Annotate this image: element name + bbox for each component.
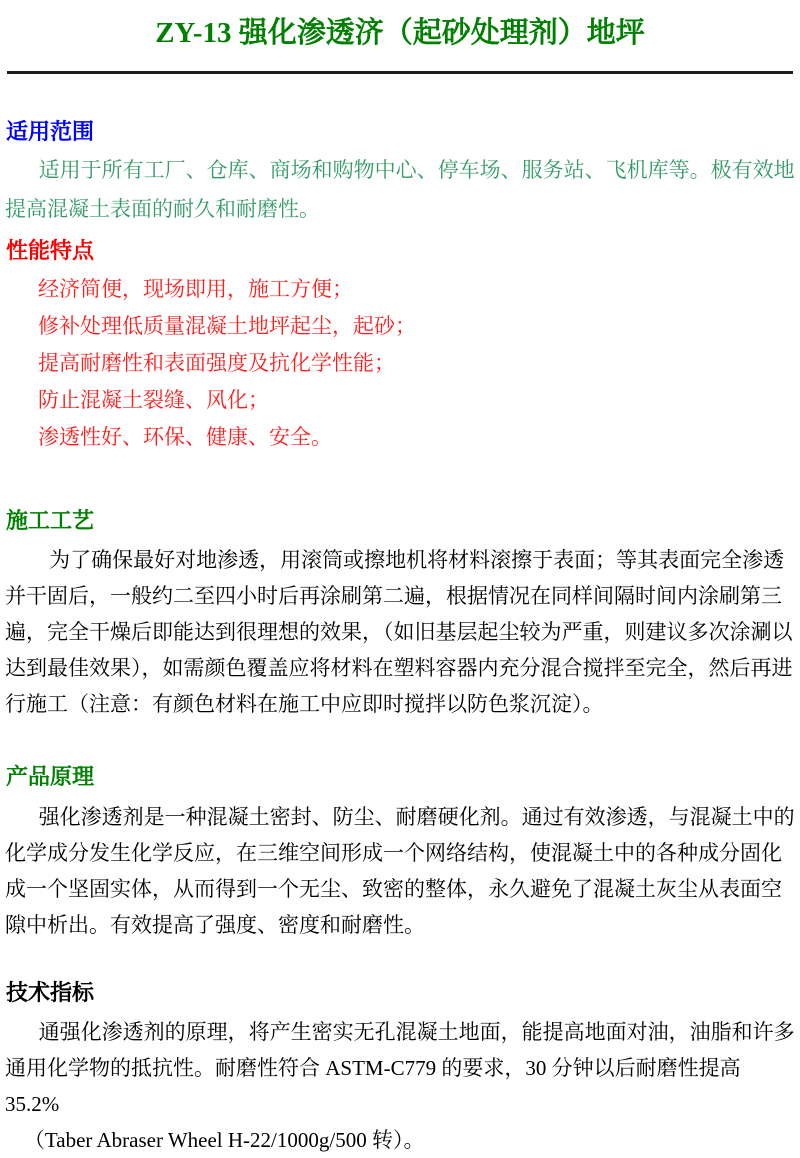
section-specs xyxy=(5,980,795,1158)
process-heading: 施工工艺 xyxy=(6,508,95,533)
feature-item: 渗透性好、环保、健康、安全。 xyxy=(38,425,332,449)
section-scope xyxy=(5,119,795,229)
features-heading: 性能特点 xyxy=(6,238,95,263)
feature-item: 修补处理低质量混凝土地坪起尘，起砂； xyxy=(38,314,416,338)
page-title: ZY-13 强化渗透济（起砂处理剂）地坪 xyxy=(155,17,645,49)
scope-paragraph: 适用于所有工厂、仓库、商场和购物中心、停车场、服务站、飞机库等。极有效地提高混凝土表面的耐久和耐磨性。 xyxy=(5,158,795,221)
process-paragraph: 为了确保最好对地渗透，用滚筒或擦地机将材料滚擦于表面；等其表面完全渗透并干固后，一般约二至四小时后再涂刷第二遍，根据情况在同样间隔时间内涂刷第三遍，完全干燥后即能达到很理想的效果，（如旧基层起尘较为严重，则建议多次涂涮以达到最佳效果），如需颜色覆盖应将材料在塑料容器内充分混合搅拌至完全，然后再进行施工（注意：有颜色材料在施工中应即时搅拌以防色浆沉淀）。 xyxy=(5,548,793,716)
specs-paragraph: 通强化渗透剂的原理，将产生密实无孔混凝土地面，能提高地面对油，油脂和许多通用化学物的抵抗性。耐磨性符合 ASTM-C779 的要求，30 分钟以后耐磨性提高 35.2% xyxy=(5,1020,795,1116)
scope-heading: 适用范围 xyxy=(6,119,95,144)
section-features xyxy=(5,238,795,456)
feature-item: 经济简便，现场即用，施工方便； xyxy=(38,277,353,301)
principle-heading: 产品原理 xyxy=(6,764,95,789)
specs-note: （Taber Abraser Wheel H-22/1000g/500 转）。 xyxy=(23,1128,425,1152)
section-principle xyxy=(5,764,795,943)
section-process xyxy=(5,508,795,722)
title-divider xyxy=(7,71,793,74)
features-list xyxy=(5,271,795,456)
principle-paragraph: 强化渗透剂是一种混凝土密封、防尘、耐磨硬化剂。通过有效渗透，与混凝土中的化学成分发生化学反应，在三维空间形成一个网络结构，使混凝土中的各种成分固化成一个坚固实体，从而得到一个无尘、致密的整体，永久避免了混凝土灰尘从表面空隙中析出。有效提高了强度、密度和耐磨性。 xyxy=(5,805,795,937)
specs-heading: 技术指标 xyxy=(6,980,95,1005)
feature-item: 防止混凝土裂缝、风化； xyxy=(38,388,269,412)
feature-item: 提高耐磨性和表面强度及抗化学性能； xyxy=(38,351,395,375)
